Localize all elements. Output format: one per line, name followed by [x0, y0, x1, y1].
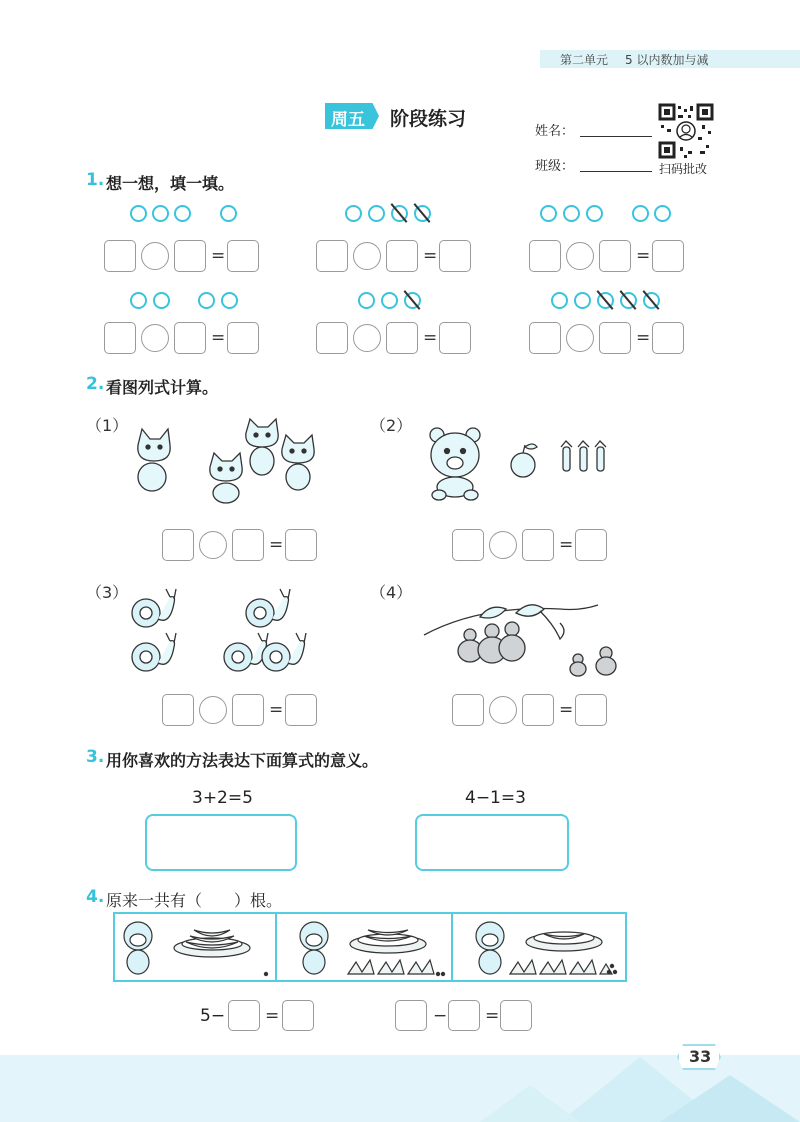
- circle-mark: [152, 205, 169, 222]
- dot-mark: [610, 964, 613, 967]
- answer-box[interactable]: [529, 322, 561, 354]
- answer-box[interactable]: [529, 240, 561, 272]
- answer-box[interactable]: [522, 694, 554, 726]
- cat-illustrations: [130, 415, 330, 505]
- dot-mark: [436, 972, 439, 975]
- circle-mark: [632, 205, 649, 222]
- class-line[interactable]: [580, 171, 652, 172]
- circle-mark: [174, 205, 191, 222]
- cat-icon: [246, 419, 278, 475]
- corn-cob-icon: [578, 441, 589, 471]
- monkey-icon: [476, 922, 504, 974]
- answer-box[interactable]: [162, 694, 194, 726]
- q3-text: 用你喜欢的方法表达下面算式的意义。: [106, 751, 379, 770]
- operator-circle[interactable]: [489, 531, 517, 559]
- dot-mark: [607, 970, 610, 973]
- dot-mark: [441, 972, 444, 975]
- q1-number: 1.: [86, 170, 105, 190]
- operator-circle[interactable]: [353, 242, 381, 270]
- q3-number: 3.: [86, 747, 105, 767]
- class-label: 班级：: [535, 159, 575, 174]
- answer-box[interactable]: [316, 322, 348, 354]
- equals-sign: =: [269, 700, 284, 720]
- gourd-icon: [596, 647, 616, 675]
- bear-apple-corn-illustration: [425, 425, 625, 505]
- qr-code[interactable]: [658, 103, 714, 159]
- q4-number: 4.: [86, 887, 105, 907]
- circle-mark: [368, 205, 385, 222]
- dot-mark: [613, 970, 616, 973]
- answer-box[interactable]: [228, 1000, 260, 1031]
- q2-text: 看图列式计算。: [106, 378, 219, 397]
- q2-label-3: （3）: [86, 583, 129, 602]
- plate-icon: [350, 934, 426, 953]
- operator-circle[interactable]: [566, 324, 594, 352]
- circle-mark: [130, 292, 147, 309]
- equals-sign: =: [423, 328, 438, 348]
- circle-mark: [358, 292, 375, 309]
- circle-mark: [551, 292, 568, 309]
- equals-sign: =: [559, 535, 574, 555]
- answer-box[interactable]: [316, 240, 348, 272]
- answer-box[interactable]: [162, 529, 194, 561]
- answer-box[interactable]: [575, 694, 607, 726]
- snail-icon: [224, 633, 268, 671]
- circle-mark: [220, 205, 237, 222]
- equals-sign: =: [265, 1006, 280, 1026]
- equals-sign: =: [559, 700, 574, 720]
- name-label: 姓名：: [535, 124, 575, 139]
- gourd-icon: [499, 622, 525, 661]
- answer-box[interactable]: [386, 240, 418, 272]
- q3-answer-area-1[interactable]: [145, 814, 297, 871]
- answer-box[interactable]: [448, 1000, 480, 1031]
- page-title: 阶段练习: [390, 108, 467, 130]
- circle-mark: [574, 292, 591, 309]
- page-number: 33: [689, 1047, 712, 1066]
- answer-box[interactable]: [227, 240, 259, 272]
- title-badge-text: 周五: [331, 110, 365, 130]
- banana-peel-icon: [348, 960, 434, 974]
- answer-box[interactable]: [599, 322, 631, 354]
- q2-label-1: （1）: [86, 416, 129, 435]
- corn-cob-icon: [595, 441, 606, 471]
- answer-box[interactable]: [652, 240, 684, 272]
- topic-label: 5 以内数加与减: [625, 53, 709, 67]
- q2-number: 2.: [86, 374, 105, 394]
- circle-mark: [345, 205, 362, 222]
- equals-sign: =: [211, 328, 226, 348]
- q3-equation-2: 4−1=3: [465, 788, 526, 808]
- cat-icon: [210, 453, 242, 503]
- answer-box[interactable]: [452, 694, 484, 726]
- answer-box[interactable]: [575, 529, 607, 561]
- answer-box[interactable]: [285, 529, 317, 561]
- answer-box[interactable]: [599, 240, 631, 272]
- circle-mark: [540, 205, 557, 222]
- answer-box[interactable]: [104, 322, 136, 354]
- answer-box[interactable]: [232, 694, 264, 726]
- circle-mark: [221, 292, 238, 309]
- q4-prefix: 5−: [200, 1006, 226, 1026]
- answer-box[interactable]: [522, 529, 554, 561]
- monkey-icon: [300, 922, 328, 974]
- answer-box[interactable]: [439, 322, 471, 354]
- q1-text: 想一想，填一填。: [106, 174, 235, 193]
- plate-icon: [526, 932, 602, 951]
- answer-box[interactable]: [232, 529, 264, 561]
- unit-label: 第二单元: [560, 53, 609, 67]
- cat-icon: [282, 435, 314, 490]
- answer-box[interactable]: [439, 240, 471, 272]
- answer-box[interactable]: [652, 322, 684, 354]
- corn-cob-icon: [561, 441, 572, 471]
- circle-mark: [586, 205, 603, 222]
- snail-illustrations: [130, 585, 310, 680]
- circle-mark: [153, 292, 170, 309]
- apple-icon: [511, 444, 537, 477]
- snail-icon: [132, 633, 176, 671]
- answer-box[interactable]: [282, 1000, 314, 1031]
- snail-icon: [132, 589, 176, 627]
- answer-box[interactable]: [174, 322, 206, 354]
- minus-sign: −: [433, 1006, 448, 1026]
- gourd-vine-illustration: [420, 595, 620, 680]
- operator-circle[interactable]: [353, 324, 381, 352]
- circle-mark: [563, 205, 580, 222]
- circle-mark: [654, 205, 671, 222]
- monkey-icon: [124, 922, 152, 974]
- q3-answer-area-2[interactable]: [415, 814, 569, 871]
- qr-caption: 扫码批改: [659, 162, 708, 176]
- operator-circle[interactable]: [199, 531, 227, 559]
- equals-sign: =: [269, 535, 284, 555]
- equals-sign: =: [636, 328, 651, 348]
- operator-circle[interactable]: [141, 324, 169, 352]
- dot-mark: [264, 972, 267, 975]
- monkey-banana-illustration: [116, 914, 626, 980]
- answer-box[interactable]: [452, 529, 484, 561]
- answer-box[interactable]: [285, 694, 317, 726]
- equals-sign: =: [636, 246, 651, 266]
- operator-circle[interactable]: [566, 242, 594, 270]
- operator-circle[interactable]: [489, 696, 517, 724]
- answer-box[interactable]: [386, 322, 418, 354]
- cat-icon: [138, 429, 170, 491]
- answer-box[interactable]: [395, 1000, 427, 1031]
- q3-equation-1: 3+2=5: [192, 788, 253, 808]
- answer-box[interactable]: [227, 322, 259, 354]
- q2-label-2: （2）: [370, 416, 413, 435]
- bear-icon: [430, 428, 480, 500]
- gourd-icon: [570, 654, 586, 676]
- answer-box[interactable]: [174, 240, 206, 272]
- banana-peel-icon: [510, 960, 612, 974]
- circle-mark: [198, 292, 215, 309]
- snail-icon: [246, 589, 290, 627]
- equals-sign: =: [423, 246, 438, 266]
- name-line[interactable]: [580, 136, 652, 137]
- answer-box[interactable]: [500, 1000, 532, 1031]
- operator-circle[interactable]: [199, 696, 227, 724]
- equals-sign: =: [485, 1006, 500, 1026]
- snail-icon: [262, 633, 306, 671]
- q2-label-4: （4）: [370, 583, 413, 602]
- answer-box[interactable]: [104, 240, 136, 272]
- q4-text: 原来一共有（ ）根。: [106, 891, 283, 910]
- operator-circle[interactable]: [141, 242, 169, 270]
- circle-mark: [381, 292, 398, 309]
- equals-sign: =: [211, 246, 226, 266]
- circle-mark: [130, 205, 147, 222]
